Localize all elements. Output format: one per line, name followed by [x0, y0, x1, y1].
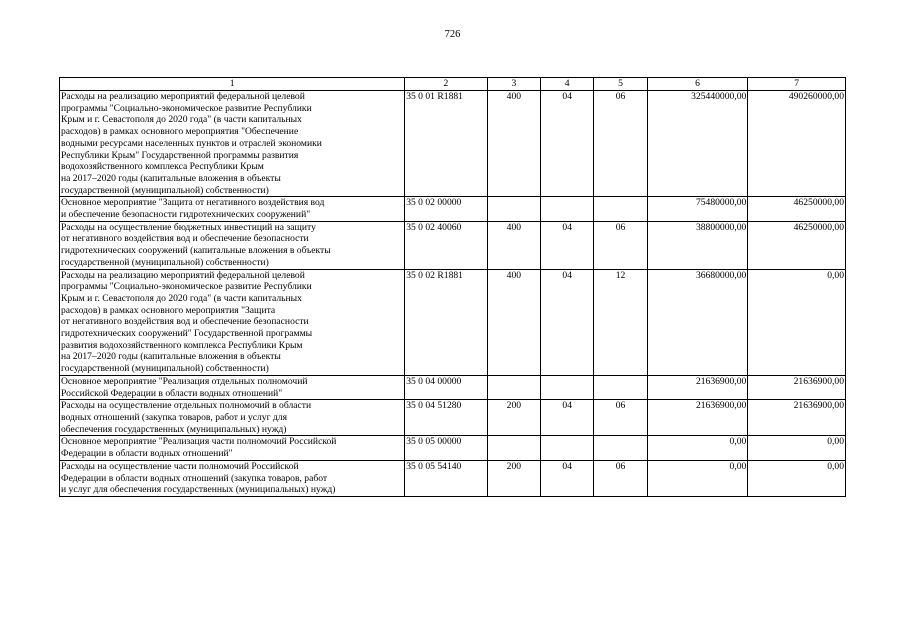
amount-col6-cell: 75480000,00 — [647, 197, 748, 221]
target-code-cell: 35 0 01 R1881 — [405, 91, 488, 197]
column-header: 3 — [487, 78, 540, 91]
expense-name-line: расходов) в рамках основного мероприятия "Защита — [61, 304, 276, 316]
amount-col6-cell: 21636900,00 — [647, 375, 748, 399]
expense-type-cell: 400 — [487, 269, 540, 375]
target-code-cell: 35 0 04 51280 — [405, 400, 488, 436]
table-row — [60, 375, 846, 399]
expense-type-cell: 200 — [487, 460, 540, 496]
expense-name-line: государственной (муниципальной) собственности) — [61, 256, 269, 268]
expense-name-line: на 2017–2020 годы (капитальные вложения в объекты — [61, 172, 281, 184]
section-cell — [541, 197, 594, 221]
expense-type-cell — [487, 375, 540, 399]
amount-col7-cell: 0,00 — [748, 436, 846, 460]
target-code-cell: 35 0 02 00000 — [405, 197, 488, 221]
expense-name-line: и обеспечение безопасности гидротехнических сооружений" — [61, 209, 311, 221]
table-header-row — [60, 78, 846, 91]
expense-name-line: и услуг для обеспечения государственных (муниципальных) нужд) — [61, 484, 336, 496]
expense-name-line: Расходы на осуществление части полномочий Российской — [61, 460, 299, 472]
amount-col7-cell: 490260000,00 — [748, 91, 846, 197]
expense-name-line: расходов) в рамках основного мероприятия "Обеспечение — [61, 126, 299, 138]
expense-name-line: водными ресурсами населенных пунктов и отраслей экономики — [61, 137, 322, 149]
table-row — [60, 460, 846, 496]
expense-name-cell — [60, 269, 405, 375]
expense-name-line: на 2017–2020 годы (капитальные вложения в объекты — [61, 351, 281, 363]
amount-col7-cell: 21636900,00 — [748, 375, 846, 399]
amount-col7-cell: 0,00 — [748, 460, 846, 496]
subsection-cell — [594, 197, 647, 221]
page-number: 726 — [444, 29, 461, 40]
expense-name-line: программы "Социально-экономическое развитие Республики — [61, 281, 312, 293]
expense-name-line: обеспечения государственных (муниципальных) нужд) — [61, 423, 287, 435]
expense-name-line: государственной (муниципальной) собственности) — [61, 184, 269, 196]
expense-name-cell — [60, 436, 405, 460]
subsection-cell: 06 — [594, 400, 647, 436]
amount-col7-cell: 21636900,00 — [748, 400, 846, 436]
expense-type-cell: 400 — [487, 221, 540, 269]
table-row — [60, 197, 846, 221]
amount-col7-cell: 0,00 — [748, 269, 846, 375]
column-header: 4 — [541, 78, 594, 91]
expense-name-cell — [60, 400, 405, 436]
subsection-cell: 06 — [594, 221, 647, 269]
amount-col6-cell: 325440000,00 — [647, 91, 748, 197]
target-code-cell: 35 0 05 00000 — [405, 436, 488, 460]
expense-type-cell: 400 — [487, 91, 540, 197]
expense-name-line: гидротехнических сооружений (капитальные вложения в объекты — [61, 245, 331, 257]
section-cell: 04 — [541, 400, 594, 436]
section-cell — [541, 375, 594, 399]
column-header: 2 — [405, 78, 488, 91]
column-header: 6 — [647, 78, 748, 91]
expense-name-line: государственной (муниципальной) собственности) — [61, 363, 269, 375]
expense-name-line: Крым и г. Севастополя до 2020 года" (в части капитальных — [61, 292, 302, 304]
expense-name-cell — [60, 91, 405, 197]
expense-name-line: Основное мероприятие "Реализация части полномочий Российской — [61, 436, 337, 448]
column-header: 5 — [594, 78, 647, 91]
table-row — [60, 400, 846, 436]
expense-name-line: Основное мероприятие "Защита от негативного воздействия вод — [61, 197, 325, 209]
subsection-cell — [594, 436, 647, 460]
section-cell: 04 — [541, 91, 594, 197]
expense-name-line: программы "Социально-экономическое развитие Республики — [61, 102, 312, 114]
subsection-cell: 06 — [594, 91, 647, 197]
expense-name-line: Основное мероприятие "Реализация отдельных полномочий — [61, 375, 308, 387]
expense-type-cell — [487, 197, 540, 221]
expense-name-line: от негативного воздействия вод и обеспечение безопасности — [61, 316, 309, 328]
expense-name-line: от негативного воздействия вод и обеспечение безопасности — [61, 233, 309, 245]
table-row — [60, 221, 846, 269]
target-code-cell: 35 0 02 40060 — [405, 221, 488, 269]
table-row — [60, 91, 846, 197]
expense-name-line: Республики Крым" Государственной программы развития — [61, 149, 299, 161]
subsection-cell: 06 — [594, 460, 647, 496]
table-row — [60, 436, 846, 460]
expense-name-line: водохозяйственного комплекса Республики Крым — [61, 161, 264, 173]
section-cell: 04 — [541, 221, 594, 269]
budget-table — [59, 77, 846, 497]
expense-name-line: Расходы на осуществление бюджетных инвестиций на защиту — [61, 221, 316, 233]
expense-name-line: Расходы на реализацию мероприятий федеральной целевой — [61, 91, 305, 102]
amount-col7-cell: 46250000,00 — [748, 197, 846, 221]
section-cell: 04 — [541, 460, 594, 496]
amount-col6-cell: 0,00 — [647, 436, 748, 460]
expense-name-line: Федерации в области водных отношений (закупка товаров, работ — [61, 472, 328, 484]
subsection-cell — [594, 375, 647, 399]
target-code-cell: 35 0 04 00000 — [405, 375, 488, 399]
expense-name-line: Российской Федерации в области водных отношений" — [61, 387, 283, 399]
column-header: 1 — [60, 78, 405, 91]
target-code-cell: 35 0 02 R1881 — [405, 269, 488, 375]
subsection-cell: 12 — [594, 269, 647, 375]
expense-name-cell — [60, 375, 405, 399]
amount-col6-cell: 38800000,00 — [647, 221, 748, 269]
section-cell — [541, 436, 594, 460]
expense-name-line: водных отношений (закупка товаров, работ и услуг для — [61, 411, 287, 423]
amount-col7-cell: 46250000,00 — [748, 221, 846, 269]
target-code-cell: 35 0 05 54140 — [405, 460, 488, 496]
column-header: 7 — [748, 78, 846, 91]
expense-name-line: Федерации в области водных отношений" — [61, 448, 233, 460]
amount-col6-cell: 21636900,00 — [647, 400, 748, 436]
amount-col6-cell: 36680000,00 — [647, 269, 748, 375]
expense-name-line: Расходы на реализацию мероприятий федеральной целевой — [61, 269, 305, 281]
expense-name-cell — [60, 460, 405, 496]
expense-name-line: Расходы на осуществление отдельных полномочий в области — [61, 400, 312, 412]
expense-type-cell — [487, 436, 540, 460]
expense-name-cell — [60, 197, 405, 221]
expense-name-line: развития водохозяйственного комплекса Республики Крым — [61, 339, 303, 351]
expense-name-line: гидротехнических сооружений" Государственной программы — [61, 328, 313, 340]
expense-type-cell: 200 — [487, 400, 540, 436]
table-row — [60, 269, 846, 375]
section-cell: 04 — [541, 269, 594, 375]
expense-name-line: Крым и г. Севастополя до 2020 года" (в части капитальных — [61, 114, 302, 126]
amount-col6-cell: 0,00 — [647, 460, 748, 496]
expense-name-cell — [60, 221, 405, 269]
